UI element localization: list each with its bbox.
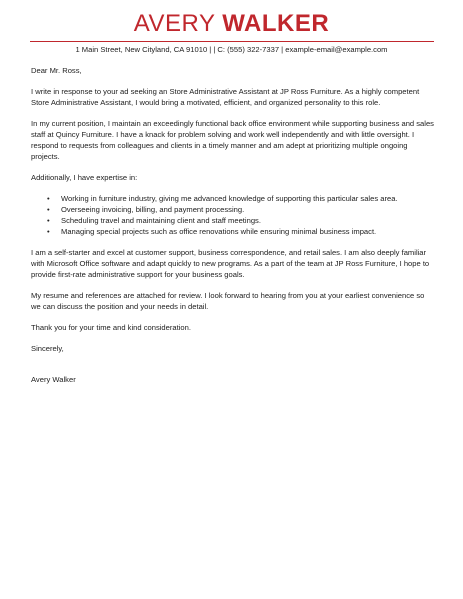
- signature-space: [31, 364, 436, 374]
- bullet-icon: •: [47, 216, 50, 225]
- contact-line: 1 Main Street, New Cityland, CA 91010 | | C: (555) 322-7337 | example-email@example.com: [75, 45, 388, 54]
- list-item: [47, 215, 436, 226]
- list-item-text: Overseeing invoicing, billing, and payment processing.: [61, 205, 245, 214]
- bullet-icon: •: [47, 194, 50, 203]
- list-item: [47, 226, 436, 237]
- closing: Sincerely,: [31, 344, 64, 353]
- paragraph-intro: I write in response to your ad seeking an Store Administrative Assistant at JP Ross Furniture. As a highly competent Store Administrative Assistant, I would bring a motivated, efficient, and organized personality to this role.: [31, 87, 420, 107]
- letter-body: [31, 65, 436, 395]
- signature-name: Avery Walker: [31, 375, 76, 384]
- salutation: Dear Mr. Ross,: [31, 66, 82, 75]
- first-name: AVERY: [133, 10, 216, 37]
- header-divider: [30, 41, 434, 42]
- paragraph-follow-up: My resume and references are attached for review. I look forward to hearing from you at your earliest convenience so we can discuss the position and your needs in detail.: [31, 291, 425, 311]
- list-item-text: Scheduling travel and maintaining client and staff meetings.: [61, 216, 261, 225]
- expertise-list: [31, 193, 436, 237]
- list-item: [47, 193, 436, 204]
- paragraph-current-position: In my current position, I maintain an exceedingly functional back office environment while supporting business and sales staff at Quincy Furniture. I have a knack for problem solving and work well independently and with little oversight. I respond to requests from colleagues and clients in a timely manner and am adept at prioritizing multiple ongoing projects.: [31, 119, 434, 161]
- bullet-icon: •: [47, 227, 50, 236]
- list-item-text: Working in furniture industry, giving me advanced knowledge of supporting this particular sales area.: [61, 194, 398, 203]
- applicant-name-heading: [0, 10, 463, 38]
- paragraph-skills: I am a self-starter and excel at customer support, business correspondence, and retail sales. I am also deeply familiar with Microsoft Office software and adapt quickly to new programs. As a part of the team at JP Ross Furniture, I hope to provide first-rate administrative support for your business goals.: [31, 248, 430, 279]
- list-item-text: Managing special projects such as office renovations while ensuring minimal business impact.: [61, 227, 377, 236]
- list-item: [47, 204, 436, 215]
- thanks-line: Thank you for your time and kind consideration.: [31, 323, 191, 332]
- bullet-icon: •: [47, 205, 50, 214]
- last-name: WALKER: [222, 10, 330, 37]
- expertise-intro: Additionally, I have expertise in:: [31, 173, 138, 182]
